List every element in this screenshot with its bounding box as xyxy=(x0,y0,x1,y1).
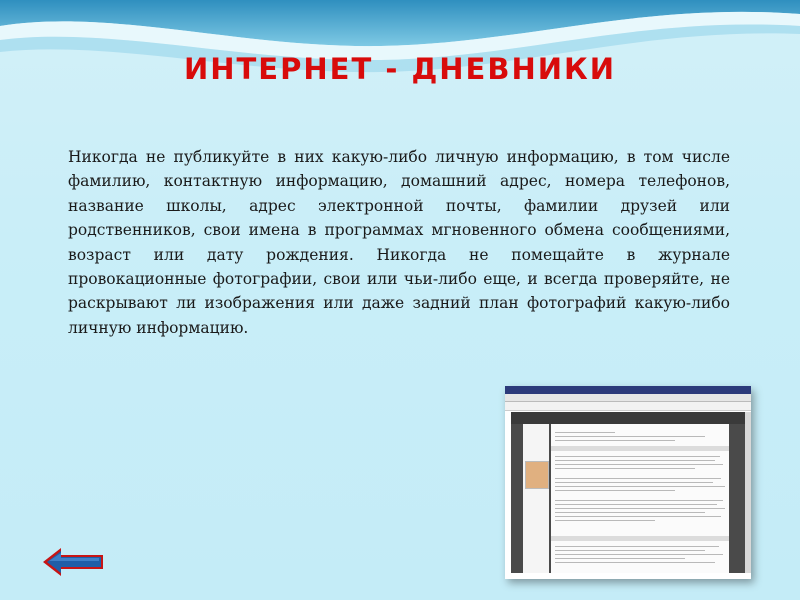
screenshot-browser-titlebar xyxy=(505,386,751,394)
screenshot-profile-photo xyxy=(525,461,549,489)
slide-title: ИНТЕРНЕТ - ДНЕВНИКИ xyxy=(183,52,616,86)
screenshot-blog-header xyxy=(511,412,745,424)
blog-page-screenshot xyxy=(505,386,751,579)
screenshot-scrollbar xyxy=(745,412,751,573)
slide-body-text: Никогда не публикуйте в них какую-либо личную информацию, в том числе фамилию, контактную информацию, домашний адрес, номера телефонов, название школы, адрес электронной почты, фамилии друзей или родственников, свои имена в программах мгновенного обмена сообщениями, возраст или дату рождения. Никогда не помещайте в журнале провокационные фотографии, свои или чьи-либо еще, и всегда проверяйте, не раскрывают ли изображения или даже задний план фотографий какую-либо личную информацию. xyxy=(68,148,730,337)
screenshot-browser-menu xyxy=(505,394,751,402)
screenshot-blog-sidebar xyxy=(523,424,549,573)
back-button[interactable] xyxy=(41,546,105,578)
screenshot-date-bar xyxy=(551,446,729,451)
screenshot-date-bar xyxy=(551,536,729,541)
arrow-left-icon xyxy=(43,548,103,576)
screenshot-browser-addressbar xyxy=(505,402,751,411)
